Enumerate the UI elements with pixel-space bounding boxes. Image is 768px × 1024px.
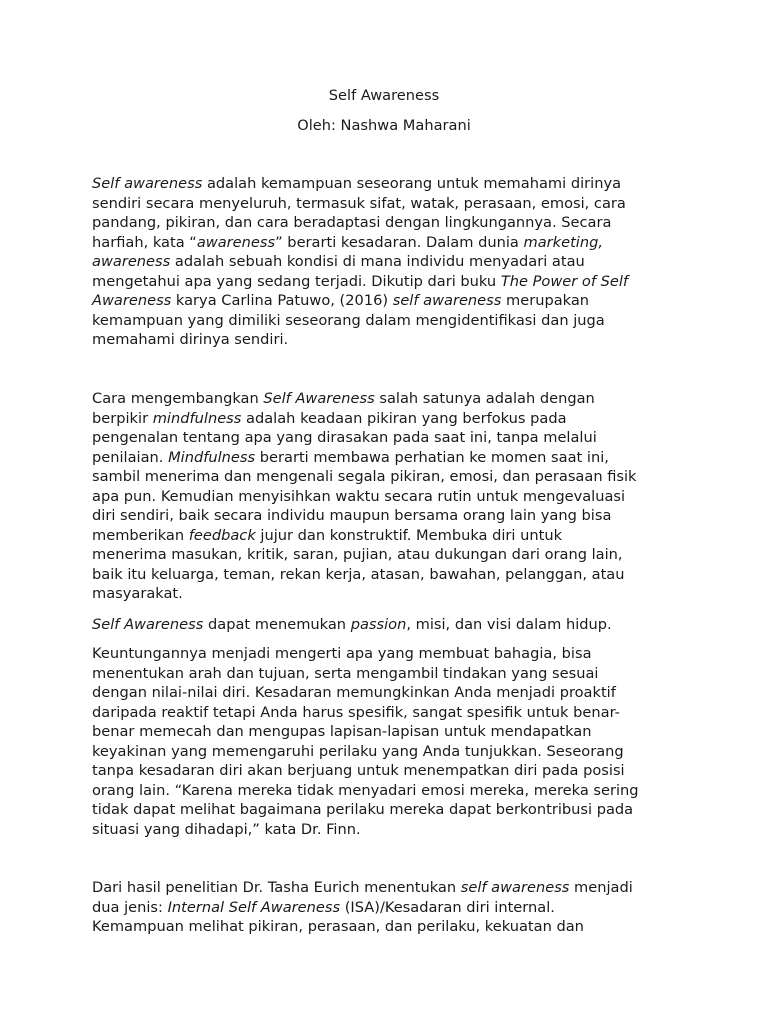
- text-line: [92, 703, 676, 723]
- text-line: [92, 683, 676, 703]
- text-run: karya Carlina Patuwo, (2016): [171, 292, 393, 309]
- text-line: [92, 615, 676, 635]
- text-line: [92, 194, 676, 214]
- italic-text: Self awareness: [92, 175, 203, 192]
- text-line: [92, 174, 676, 194]
- italic-text: The Power of Self: [500, 272, 629, 290]
- text-line: [92, 545, 676, 565]
- text-line: [92, 330, 676, 350]
- text-run: menerima masukan, kritik, saran, pujian, atau dukungan dari orang lain,: [92, 546, 623, 563]
- text-run: memberikan: [92, 526, 189, 544]
- text-run: Cara mengembangkan: [92, 390, 264, 407]
- text-line: [92, 800, 676, 820]
- text-run: salah satunya adalah dengan: [374, 390, 595, 407]
- text-run: daripada reaktif tetapi Anda harus spesifik, sangat spesifik untuk benar-: [92, 703, 620, 721]
- text-line: [92, 213, 676, 233]
- text-line: [92, 761, 676, 781]
- text-run: (ISA)/Kesadaran diri internal.: [340, 898, 555, 916]
- text-run: benar memecah dan mengupas lapisan-lapisan untuk mendapatkan: [92, 723, 592, 740]
- text-line: [92, 742, 676, 762]
- text-line: [92, 487, 676, 507]
- text-line: [92, 820, 676, 840]
- text-run: berarti membawa perhatian ke momen saat ini,: [255, 448, 609, 466]
- text-run: menentukan arah dan tujuan, serta mengambil tindakan yang sesuai: [92, 664, 599, 682]
- text-run: situasi yang dihadapi,” kata Dr. Finn.: [92, 820, 361, 838]
- text-line: [92, 233, 676, 253]
- text-run: adalah sebuah kondisi di mana individu menyadari atau: [170, 253, 585, 270]
- italic-text: self awareness: [460, 879, 570, 896]
- text-line: [92, 291, 676, 311]
- text-run: pandang, pikiran, dan cara beradaptasi dengan lingkungannya. Secara: [92, 214, 612, 231]
- text-run: harfiah, kata “: [92, 233, 197, 251]
- italic-text: awareness: [196, 233, 276, 251]
- text-line: [92, 467, 676, 487]
- italic-text: self awareness: [392, 292, 502, 309]
- text-line: [92, 311, 676, 331]
- text-run: apa pun. Kemudian menyisihkan waktu secara rutin untuk mengevaluasi: [92, 487, 626, 505]
- paragraph-benefits: [92, 644, 676, 839]
- paragraph-development: [92, 389, 676, 604]
- paragraph-definition: [92, 174, 676, 350]
- text-run: ” berarti kesadaran. Dalam dunia: [275, 233, 524, 251]
- italic-text: feedback: [188, 526, 256, 544]
- text-line: [92, 272, 676, 292]
- text-run: penilaian.: [92, 448, 169, 466]
- text-run: dengan nilai-nilai diri. Kesadaran memungkinkan Anda menjadi proaktif: [92, 684, 616, 701]
- text-run: merupakan: [501, 292, 590, 309]
- italic-text: Mindfulness: [168, 448, 256, 466]
- text-run: mengetahui apa yang sedang terjadi. Dikutip dari buku: [92, 272, 501, 290]
- italic-text: passion: [350, 616, 407, 633]
- text-line: [92, 878, 676, 898]
- text-line: [92, 565, 676, 585]
- text-line: [92, 781, 676, 801]
- text-line: [92, 252, 676, 272]
- text-run: dapat menemukan: [203, 616, 351, 633]
- text-line: [92, 584, 676, 604]
- text-run: memahami dirinya sendiri.: [92, 331, 289, 348]
- text-line: [92, 644, 676, 664]
- paragraph-research: [92, 878, 676, 937]
- text-line: [92, 917, 676, 937]
- text-run: Kemampuan melihat pikiran, perasaan, dan perilaku, kekuatan dan: [92, 918, 584, 935]
- document-title: Self Awareness: [328, 87, 440, 104]
- paragraph-passion: [92, 615, 676, 635]
- text-run: orang lain. “Karena mereka tidak menyadari emosi mereka, mereka sering: [92, 781, 639, 799]
- text-run: pengenalan tentang apa yang dirasakan pada saat ini, tanpa melalui: [92, 429, 597, 446]
- text-line: [92, 898, 676, 918]
- text-line: [92, 526, 676, 546]
- text-line: [92, 506, 676, 526]
- text-run: sambil menerima dan mengenali segala pikiran, emosi, dan perasaan fisik: [92, 468, 637, 485]
- text-run: jujur dan konstruktif. Membuka diri untuk: [255, 526, 563, 544]
- text-run: menjadi: [569, 879, 633, 896]
- italic-text: Awareness: [92, 292, 172, 309]
- text-run: kemampuan yang dimiliki seseorang dalam mengidentifikasi dan juga: [92, 311, 605, 329]
- text-run: keyakinan yang memengaruhi perilaku yang Anda tunjukkan. Seseorang: [92, 742, 624, 760]
- text-run: dua jenis:: [92, 898, 168, 916]
- text-run: adalah keadaan pikiran yang berfokus pada: [241, 409, 567, 427]
- text-run: Keuntungannya menjadi mengerti apa yang membuat bahagia, bisa: [92, 645, 592, 662]
- italic-text: Internal Self Awareness: [167, 898, 341, 916]
- text-run: baik itu keluarga, teman, rekan kerja, atasan, bawahan, pelanggan, atau: [92, 565, 625, 583]
- text-line: [92, 448, 676, 468]
- text-run: tidak dapat melihat bagaimana perilaku mereka dapat berkontribusi pada: [92, 801, 634, 818]
- text-run: diri sendiri, baik secara individu maupun bersama orang lain yang bisa: [92, 507, 612, 524]
- italic-text: Self Awareness: [263, 390, 375, 407]
- text-line: [92, 722, 676, 742]
- text-run: adalah kemampuan seseorang untuk memahami dirinya: [202, 175, 622, 192]
- text-line: [92, 428, 676, 448]
- italic-text: Self Awareness: [92, 616, 204, 633]
- italic-text: mindfulness: [152, 409, 242, 427]
- text-line: [92, 409, 676, 429]
- text-run: tanpa kesadaran diri akan berjuang untuk menempatkan diri pada posisi: [92, 762, 625, 779]
- text-run: sendiri secara menyeluruh, termasuk sifat, watak, perasaan, emosi, cara: [92, 194, 626, 212]
- italic-text: marketing,: [523, 233, 604, 251]
- text-run: Dari hasil penelitian Dr. Tasha Eurich menentukan: [92, 879, 461, 896]
- text-line: [92, 664, 676, 684]
- text-run: , misi, dan visi dalam hidup.: [406, 616, 612, 633]
- document-author: Oleh: Nashwa Maharani: [297, 117, 471, 134]
- italic-text: awareness: [92, 253, 171, 270]
- text-line: [92, 389, 676, 409]
- text-run: berpikir: [92, 409, 153, 427]
- text-run: masyarakat.: [92, 585, 183, 602]
